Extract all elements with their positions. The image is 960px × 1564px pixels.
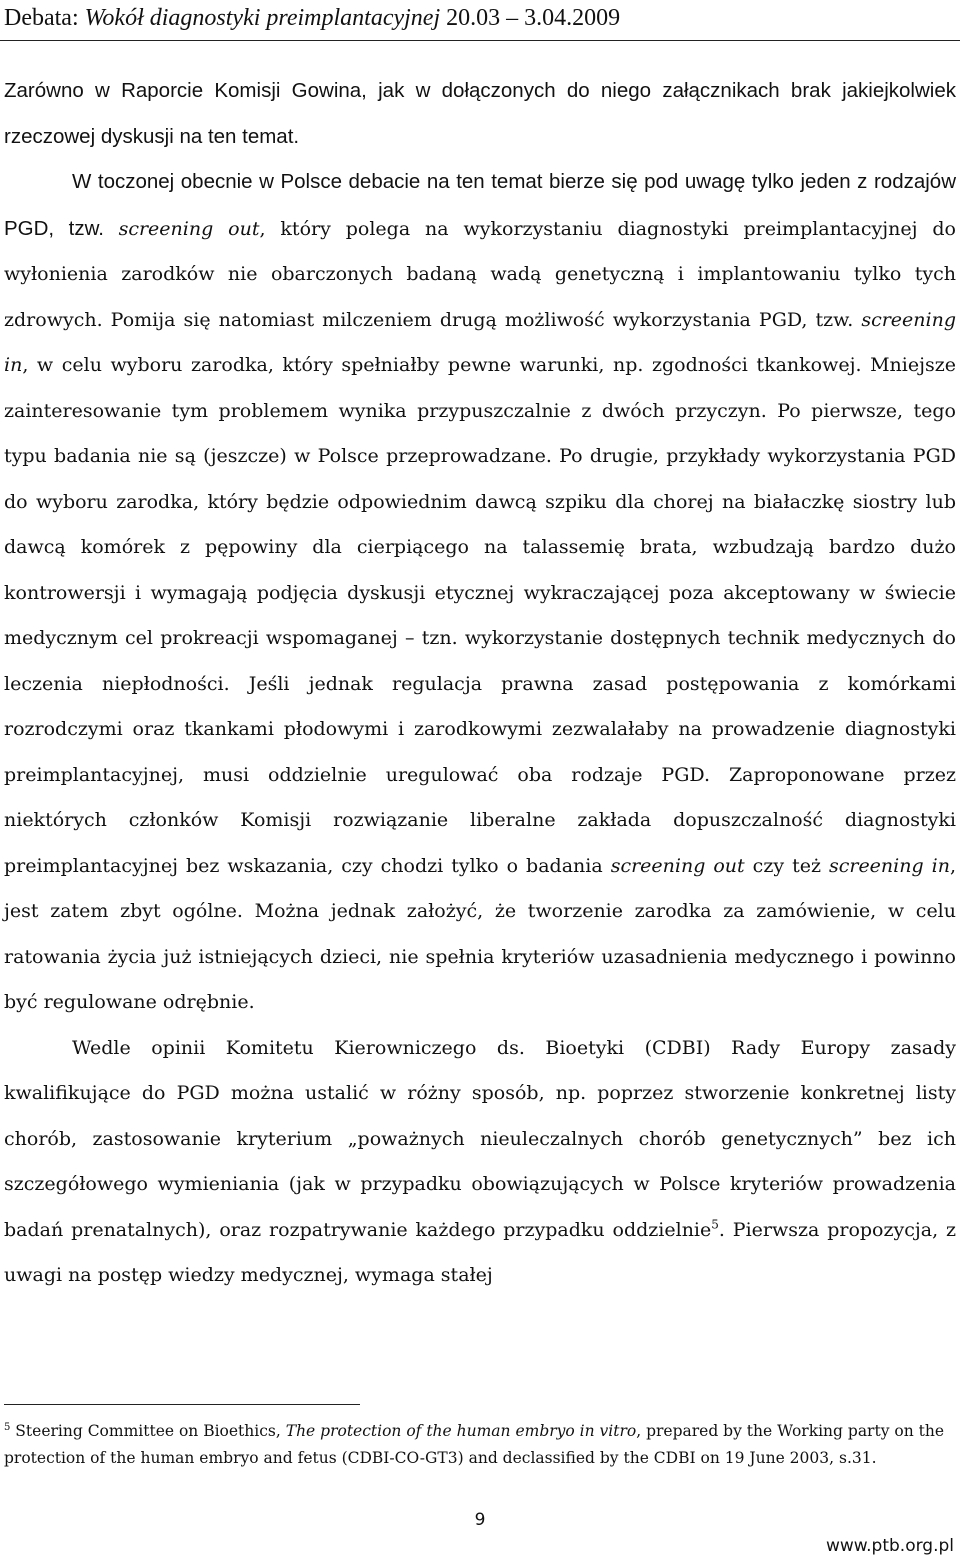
term-screening-in: screening in	[4, 308, 956, 376]
footnote-text-c: , prepared by the Working party on the protection of the human embryo and fetus (CDBI-CO-GT3) and declassified by the CDBI on 19 June 2003, s.31.	[4, 1422, 945, 1467]
page-number: 9	[474, 1510, 486, 1530]
term-screening-out: screening out	[118, 217, 260, 240]
paragraph-3	[4, 1026, 956, 1299]
term-screening-in-2: screening in	[828, 854, 950, 877]
header-title: Wokół diagnostyki preimplantacyjnej	[84, 5, 441, 31]
footnote-reference[interactable]: 5	[711, 1217, 719, 1232]
footnote	[4, 1418, 956, 1471]
paragraph-2-part-i: , jest zatem zbyt ogólne. Można jednak założyć, że tworzenie zarodka za zamówienie, w celu ratowania życia już istniejących dzieci, nie spełnia kryteriów uzasadnienia medycznego i powinno być regulowane odrębnie.	[4, 854, 957, 1013]
header-rule	[0, 40, 960, 41]
site-url[interactable]: www.ptb.org.pl	[825, 1536, 954, 1556]
footnote-separator	[4, 1404, 360, 1405]
paragraph-3-part-b: . Pierwsza propozycja, z uwagi na postęp wiedzy medycznej, wymaga stałej	[4, 1218, 956, 1286]
paragraph-2-part-c: , który polega na wykorzystaniu diagnostyki preimplantacyjnej do wyłonienia zarodków nie obarczonych badaną wadą genetyczną i implantowaniu tylko tych zdrowych. Pomija się natomiast milczeniem drugą możliwość wykorzystania PGD, tzw.	[4, 217, 956, 331]
term-screening-out-2: screening out	[610, 854, 745, 877]
paragraph-2-part-a: W toczonej obecnie w Polsce debacie na ten temat bierze się pod uwagę tylko jeden z rodzajów PGD, tzw.	[4, 170, 956, 240]
paragraph-2-part-g: czy też	[744, 854, 829, 877]
footnote-title: The protection of the human embryo in vitro	[285, 1422, 637, 1440]
paragraph-3-part-a: Wedle opinii Komitetu Kierowniczego ds. Bioetyki (CDBI) Rady Europy zasady kwalifikujące do PGD można ustalić w różny sposób, np. poprzez stworzenie konkretnej listy chorób, zastosowanie kryterium „poważnych nieuleczalnych chorób genetycznych” bez ich szczegółowego wymieniania (jak w przypadku obowiązujących w Polsce kryteriów prowadzenia badań prenatalnych), oraz rozpatrywanie każdego przypadku oddzielnie	[4, 1036, 956, 1241]
footnote-text-a: Steering Committee on Bioethics,	[10, 1422, 286, 1440]
header-prefix: Debata:	[4, 5, 85, 31]
body-text	[4, 68, 956, 1299]
paragraph-1: Zarówno w Raporcie Komisji Gowina, jak w dołączonych do niego załącznikach brak jakiejkolwiek rzeczowej dyskusji na ten temat.	[4, 79, 956, 148]
paragraph-2-part-e: , w celu wyboru zarodka, który spełniałby pewne warunki, np. zgodności tkankowej. Mniejsze zainteresowanie tym problemem wynika przypuszczalnie z dwóch przyczyn. Po pierwsze, tego typu badania nie są (jeszcze) w Polsce przeprowadzane. Po drugie, przykłady wykorzystania PGD do wyboru zarodka, który będzie odpowiednim dawcą szpiku dla chorej na białaczkę siostry lub dawcą komórek z pępowiny dla cierpiącego na talassemię brata, wzbudzają bardzo dużo kontrowersji i wymagają podjęcia dyskusji etycznej wykraczającej poza akceptowany w świecie medycznym cel prokreacji wspomaganej – tzn. wykorzystanie dostępnych technik medycznych do leczenia niepłodności. Jeśli jednak regulacja prawna zasad postępowania z komórkami rozrodczymi oraz tkankami płodowymi i zarodkowymi zezwalałaby na prowadzenie diagnostyki preimplantacyjnej, musi oddzielnie uregulować oba rodzaje PGD. Zaproponowane przez niektórych członków Komisji rozwiązanie liberalne zakłada dopuszczalność diagnostyki preimplantacyjnej bez wskazania, czy chodzi tylko o badania	[4, 354, 956, 877]
footnote-number: 5	[4, 1421, 11, 1433]
paragraph-2	[4, 159, 956, 1026]
running-header	[0, 0, 960, 40]
header-dates: 20.03 – 3.04.2009	[440, 5, 621, 31]
